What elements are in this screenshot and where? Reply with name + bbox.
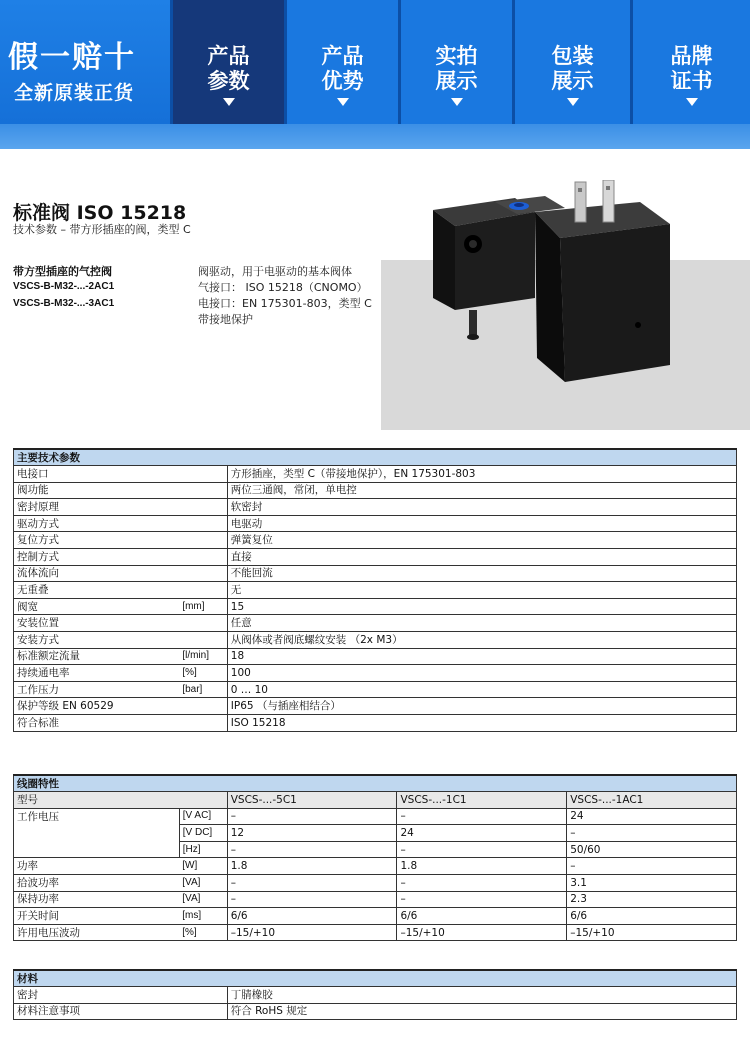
banner-stripe [0,124,750,149]
row-value: 丁腈橡胶 [227,987,736,1004]
row-unit [179,615,227,632]
product-type-label: 带方型插座的气控阀 [13,265,112,278]
table-row [14,908,737,925]
row-value: – [567,858,737,875]
row-value: 6/6 [567,908,737,925]
tab-label-line2: 展示 [435,69,478,93]
section-title: 线圈特性 [14,775,737,792]
row-unit: [bar] [179,681,227,698]
row-value: –15/+10 [567,924,737,941]
row-label: 符合标准 [14,715,180,732]
description-line: 阀驱动，用于电驱动的基本阀体 [198,265,352,278]
row-label: 开关时间 [14,908,180,925]
row-value: 6/6 [227,908,397,925]
row-value: ISO 15218 [227,715,736,732]
row-value: 24 [397,825,567,842]
tab-label-line2: 参数 [207,69,250,93]
row-unit: [V DC] [179,825,227,842]
tab-label-line1: 包装 [551,44,594,68]
row-value: 3.1 [567,875,737,892]
row-unit: [%] [179,665,227,682]
table-row [14,808,737,825]
table-row [14,565,737,582]
row-value: 2.3 [567,891,737,908]
row-unit: [W] [179,858,227,875]
tab-label-line1: 品牌 [670,44,713,68]
chevron-down-icon [567,98,579,106]
section-title: 主要技术参数 [14,449,737,466]
row-value: 软密封 [227,499,736,516]
row-label: 材料注意事项 [14,1003,228,1020]
model-code: VSCS-B-M32-...-2AC1 [13,281,115,292]
table-row [14,681,737,698]
table-row [14,648,737,665]
row-label: 功率 [14,858,180,875]
row-value: 两位三通阀，常闭，单电控 [227,482,736,499]
table-header-row [14,792,737,809]
row-value: 50/60 [567,841,737,858]
row-label: 安装位置 [14,615,180,632]
row-value: – [227,875,397,892]
row-label: 工作压力 [14,681,180,698]
row-unit: [VA] [179,875,227,892]
row-value: – [227,808,397,825]
tab-certificates[interactable] [633,0,750,124]
brand-block [0,0,170,124]
tab-packaging[interactable] [515,0,630,124]
row-value: 方形插座，类型 C（带接地保护），EN 175301-803 [227,466,736,483]
table-row [14,615,737,632]
description-line: 电接口：EN 175301-803，类型 C [198,297,372,310]
page-title: 标准阀 ISO 15218 [13,202,187,224]
model-code: VSCS-B-M32-...-3AC1 [13,298,115,309]
table-row [14,582,737,599]
row-unit: [mm] [179,598,227,615]
row-unit [179,532,227,549]
row-value: –15/+10 [227,924,397,941]
row-value: 15 [227,598,736,615]
row-label: 流体流向 [14,565,180,582]
row-label [14,841,180,858]
row-unit: [Hz] [179,841,227,858]
tab-product-advantages[interactable] [287,0,398,124]
table-row [14,499,737,516]
row-value: 18 [227,648,736,665]
table-row [14,987,737,1004]
row-value: –15/+10 [397,924,567,941]
table-row [14,841,737,858]
row-label: 无重叠 [14,582,180,599]
table-row [14,466,737,483]
table-row [14,598,737,615]
chevron-down-icon [451,98,463,106]
table-row [14,891,737,908]
brand-tagline: 全新原装正货 [14,82,135,104]
page-subtitle: 技术参数 – 带方形插座的阀，类型 C [13,223,191,236]
table-row [14,924,737,941]
row-value: 0 … 10 [227,681,736,698]
row-unit: [VA] [179,891,227,908]
table-row [14,825,737,842]
table-row [14,698,737,715]
row-value: – [397,808,567,825]
row-unit: [l/min] [179,648,227,665]
row-unit: [%] [179,924,227,941]
tab-label-line2: 证书 [670,69,713,93]
row-value: 符合 RoHS 规定 [227,1003,736,1020]
row-unit [179,466,227,483]
row-label [14,825,180,842]
row-label: 保护等级 EN 60529 [14,698,180,715]
row-value: 直接 [227,549,736,566]
column-header: 型号 [14,792,180,809]
tab-label-line2: 展示 [551,69,594,93]
table-row [14,715,737,732]
row-value: – [397,891,567,908]
row-value: – [227,891,397,908]
tab-product-params[interactable] [173,0,284,124]
row-label: 持续通电率 [14,665,180,682]
row-unit [179,482,227,499]
row-label: 工作电压 [14,808,180,825]
description-line: 气接口： ISO 15218（CNOMO） [198,281,368,294]
table-row [14,632,737,649]
row-label: 阀宽 [14,598,180,615]
row-unit [179,582,227,599]
brand-slogan: 假一赔十 [8,40,136,75]
table-row [14,875,737,892]
table-row [14,515,737,532]
row-label: 标准额定流量 [14,648,180,665]
row-unit [179,715,227,732]
row-label: 复位方式 [14,532,180,549]
tab-label-line1: 实拍 [435,44,478,68]
table-row [14,858,737,875]
row-value: 无 [227,582,736,599]
row-label: 安装方式 [14,632,180,649]
table-row [14,549,737,566]
row-value: 任意 [227,615,736,632]
row-label: 密封 [14,987,228,1004]
row-label: 驱动方式 [14,515,180,532]
row-value: – [397,875,567,892]
table-row [14,1003,737,1020]
solenoid-valve-image [425,180,685,410]
row-label: 电接口 [14,466,180,483]
column-header: VSCS-...-1AC1 [567,792,737,809]
tab-photos[interactable] [401,0,512,124]
column-header: VSCS-...-1C1 [397,792,567,809]
section-title: 材料 [14,970,737,987]
tab-label-line1: 产品 [207,44,250,68]
row-value: 1.8 [397,858,567,875]
chevron-down-icon [337,98,349,106]
column-header: VSCS-...-5C1 [227,792,397,809]
row-unit [179,565,227,582]
row-value: 电驱动 [227,515,736,532]
row-unit [179,515,227,532]
row-value: 弹簧复位 [227,532,736,549]
description-line: 带接地保护 [198,313,253,326]
row-label: 阀功能 [14,482,180,499]
row-unit: [ms] [179,908,227,925]
coil-spec-table [13,774,737,941]
table-row [14,665,737,682]
row-value: IP65 （与插座相结合） [227,698,736,715]
tab-label-line1: 产品 [321,44,364,68]
row-unit [179,499,227,516]
row-value: 12 [227,825,397,842]
row-value: 6/6 [397,908,567,925]
row-value: – [567,825,737,842]
row-value: 从阀体或者阀底螺纹安装 （2x M3） [227,632,736,649]
row-unit [179,632,227,649]
chevron-down-icon [223,98,235,106]
chevron-down-icon [686,98,698,106]
column-header [179,792,227,809]
material-table [13,969,737,1020]
row-value: 1.8 [227,858,397,875]
row-unit [179,549,227,566]
row-label: 拾波功率 [14,875,180,892]
row-value: 不能回流 [227,565,736,582]
row-label: 许用电压波动 [14,924,180,941]
row-unit [179,698,227,715]
row-label: 保持功率 [14,891,180,908]
table-row [14,482,737,499]
row-value: – [227,841,397,858]
row-label: 控制方式 [14,549,180,566]
row-value: 24 [567,808,737,825]
main-spec-table [13,448,737,732]
table-row [14,532,737,549]
row-label: 密封原理 [14,499,180,516]
row-value: 100 [227,665,736,682]
row-unit: [V AC] [179,808,227,825]
row-value: – [397,841,567,858]
tab-label-line2: 优势 [321,69,364,93]
